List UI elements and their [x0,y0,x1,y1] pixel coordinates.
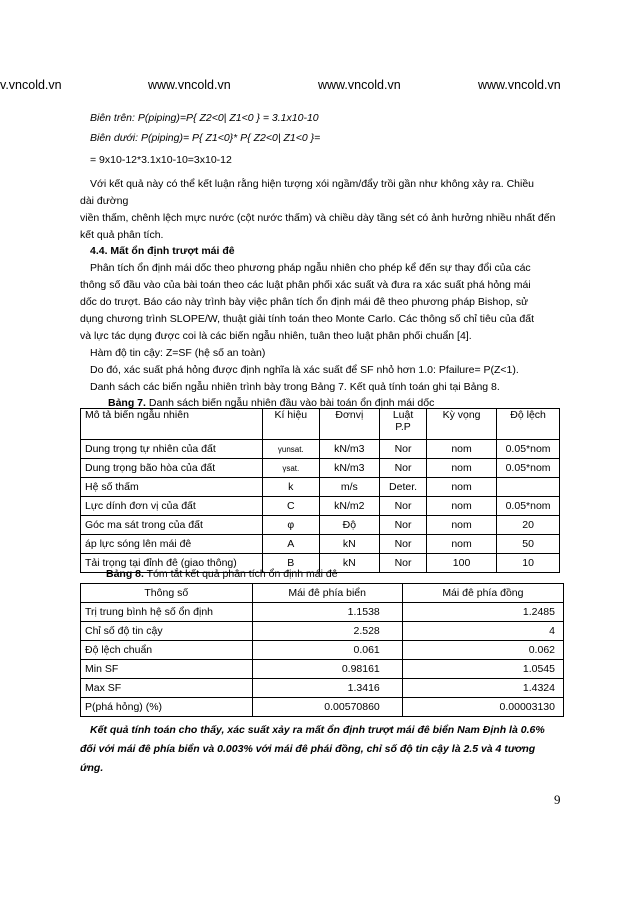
lower-bound-label: Biên dưới [90,132,136,144]
table-cell: 0.00570860 [252,698,402,717]
table-cell: kN/m2 [319,497,380,516]
table7-caption-text: Danh sách biến ngẫu nhiên đầu vào bài toán ổn định mái dốc [145,397,435,409]
table-cell: 1.1538 [252,603,402,622]
table-cell: kN [319,535,380,554]
table-cell: 1.0545 [402,660,563,679]
table-cell: Hệ số thấm [81,478,263,497]
table8-caption [106,566,578,583]
table-cell: φ [263,516,320,535]
table-cell: Nor [380,497,427,516]
table8-header-cell: Thông số [81,584,253,603]
table-cell: Nor [380,459,427,478]
table-cell: Chỉ số độ tin cậy [81,622,253,641]
table-cell: nom [426,440,496,459]
table8-header-cell: Mái đê phía đồng [402,584,563,603]
table-cell: 0.00003130 [402,698,563,717]
table-cell: m/s [319,478,380,497]
table-cell: k [263,478,320,497]
table-cell: Deter. [380,478,427,497]
table-cell: nom [426,535,496,554]
paragraph-2-line-4: dụng chương trình SLOPE/W, thuật giải tính toán theo Monte Carlo. Các thông số chỉ tiêu của đất [80,313,535,325]
table-cell: 0.05*nom [497,440,560,459]
conclusion-line-1: Kết quả tính toán cho thấy, xác suất xảy ra mất ổn định trượt mái đê biển Nam Định là 0.6% [90,724,545,736]
table-cell: 0.062 [402,641,563,660]
table7-header-cell: Độ lệch [497,409,560,440]
table8-caption-label: Bảng 8. [106,568,144,580]
unit-text: kN/m3 [334,462,365,474]
table-cell: áp lực sóng lên mái đê [81,535,263,554]
table-cell [263,440,320,459]
table-cell: 0.98161 [252,660,402,679]
table-cell: nom [426,459,496,478]
table-row [81,440,560,459]
paragraph-1-line-1: Với kết quả này có thể kết luận rằng hiện tượng xói ngầm/đẩy trồi gần như không xảy ra. Chiều [90,178,535,190]
table-cell: 2.528 [252,622,402,641]
table8-header-row [81,584,564,603]
table7-header-row [81,409,560,440]
table-cell: P(phá hỏng) (%) [81,698,253,717]
table-cell: Min SF [81,660,253,679]
table-row [81,516,560,535]
table-row [81,497,560,516]
table-cell: 0.05*nom [497,459,560,478]
table-cell: kN [319,554,380,573]
symbol-gamma-unsat: γunsat. [277,445,304,454]
table8 [80,583,564,717]
table-cell: Tải trọng tại đỉnh đê (giao thông) [81,554,263,573]
symbol-gamma-sat: γsat. [282,464,300,473]
table7-caption-label: Bảng 7. [108,397,146,409]
paragraph-1-line-4: kết quả phân tích. [80,229,164,241]
conclusion-line-2: đối với mái đê phía biển và 0.003% với mái đê phái đồng, chỉ số độ tin cậy là 2.5 và 4 tương [80,743,536,755]
table-cell [319,440,380,459]
table7-header-cell [380,409,427,440]
conclusion-line-3: ứng. [80,762,104,774]
table-row [81,679,564,698]
paragraph-2-line-3: dốc do trượt. Báo cáo này trình bày việc phân tích ổn định mái đê theo phương pháp Bishop, sử [80,296,529,308]
table-cell: nom [426,497,496,516]
table-cell: Nor [380,554,427,573]
table-cell: 1.2485 [402,603,563,622]
paragraph-2-line-2: thông số đầu vào của bài toán theo các luật phân phối xác suất và đưa ra xác suất phá hỏng mái [80,279,531,291]
table8-caption-text: Tóm tắt kết quả phân tích ổn định mái đê [143,568,338,580]
table-cell: A [263,535,320,554]
paragraph-1-line-2: dài đường [80,195,129,207]
table-cell: Dung trọng bão hòa của đất [81,459,263,478]
table-cell: 1.4324 [402,679,563,698]
table7-header-cell: Đơnvị [319,409,380,440]
upper-bound-formula [90,110,578,127]
table-cell: Nor [380,535,427,554]
table-row [81,459,560,478]
table-reference: Danh sách các biến ngẫu nhiên trình bày trong Bảng 7. Kết quả tính toán ghi tại Bảng 8. [90,381,500,393]
table-cell [319,459,380,478]
header-link-1[interactable]: v.vncold.vn [0,78,62,92]
table-cell: 0.061 [252,641,402,660]
table-cell: 4 [402,622,563,641]
lower-bound-formula [90,130,578,147]
table7-header-cell: Kí hiệu [263,409,320,440]
table-cell: nom [426,516,496,535]
table-cell [263,459,320,478]
table-cell: nom [426,478,496,497]
table-row [81,622,564,641]
table-cell: 1.3416 [252,679,402,698]
paragraph-1-line-3: viền thấm, chênh lệch mực nước (cột nước thấm) và chiều dày tầng sét có ảnh hưởng nhiều nhất đến [80,212,556,224]
paragraph-2-line-5: và lực tác dụng được coi là các biến ngẫu nhiên, tuân theo luật phân phối chuẩn [4]. [80,330,472,342]
unit-text: kN/m3 [334,443,365,455]
reliability-function: Hàm độ tin cậy: Z=SF (hệ số an toàn) [90,347,266,359]
header-link-2[interactable]: www.vncold.vn [148,78,231,92]
page-number: 9 [554,792,561,807]
table-cell: Độ lệch chuẩn [81,641,253,660]
table-cell: Trị trung bình hệ số ổn định [81,603,253,622]
table8-header-cell: Mái đê phía biển [252,584,402,603]
upper-bound-expression: : P(piping)=P{ Z2<0| Z1<0 } = 3.1x10-10 [132,112,319,124]
table-cell: Dung trọng tự nhiên của đất [81,440,263,459]
lower-bound-expression: : P(piping)= P{ Z1<0}* P{ Z2<0| Z1<0 }= [135,132,321,144]
failure-definition: Do đó, xác suất phá hỏng được định nghĩa là xác suất để SF nhỏ hơn 1.0: Pfailure= P(Z<1). [90,364,519,376]
table7-header-cell: Mô tả biến ngẫu nhiên [81,409,263,440]
paragraph-2-line-1: Phân tích ổn định mái dốc theo phương pháp ngẫu nhiên cho phép kể đến sự thay đổi của các [90,262,531,274]
header-link-4[interactable]: www.vncold.vn [478,78,561,92]
table-cell: 0.05*nom [497,497,560,516]
table-cell: Độ [319,516,380,535]
table-row [81,603,564,622]
table-cell: 10 [497,554,560,573]
table-cell: Lực dính đơn vị của đất [81,497,263,516]
table-cell: Góc ma sát trong của đất [81,516,263,535]
formula-result: = 9x10-12*3.1x10-10=3x10-12 [90,154,232,166]
table7 [80,408,560,573]
section-title: 4.4. Mất ổn định trượt mái đê [90,245,235,257]
table7-header-cell: Kỳ vọng [426,409,496,440]
table-cell: C [263,497,320,516]
table-cell: 20 [497,516,560,535]
table-row [81,478,560,497]
table-cell: Max SF [81,679,253,698]
table-cell [497,478,560,497]
header-link-3[interactable]: www.vncold.vn [318,78,401,92]
table-row [81,641,564,660]
table-row [81,698,564,717]
table-cell: Nor [380,440,427,459]
table-cell: 100 [426,554,496,573]
table7-header-law: Luật P.P [392,409,414,433]
table-row [81,535,560,554]
table-cell: B [263,554,320,573]
table-row [81,660,564,679]
table-cell: 50 [497,535,560,554]
upper-bound-label: Biên trên [90,112,133,124]
table-cell: Nor [380,516,427,535]
